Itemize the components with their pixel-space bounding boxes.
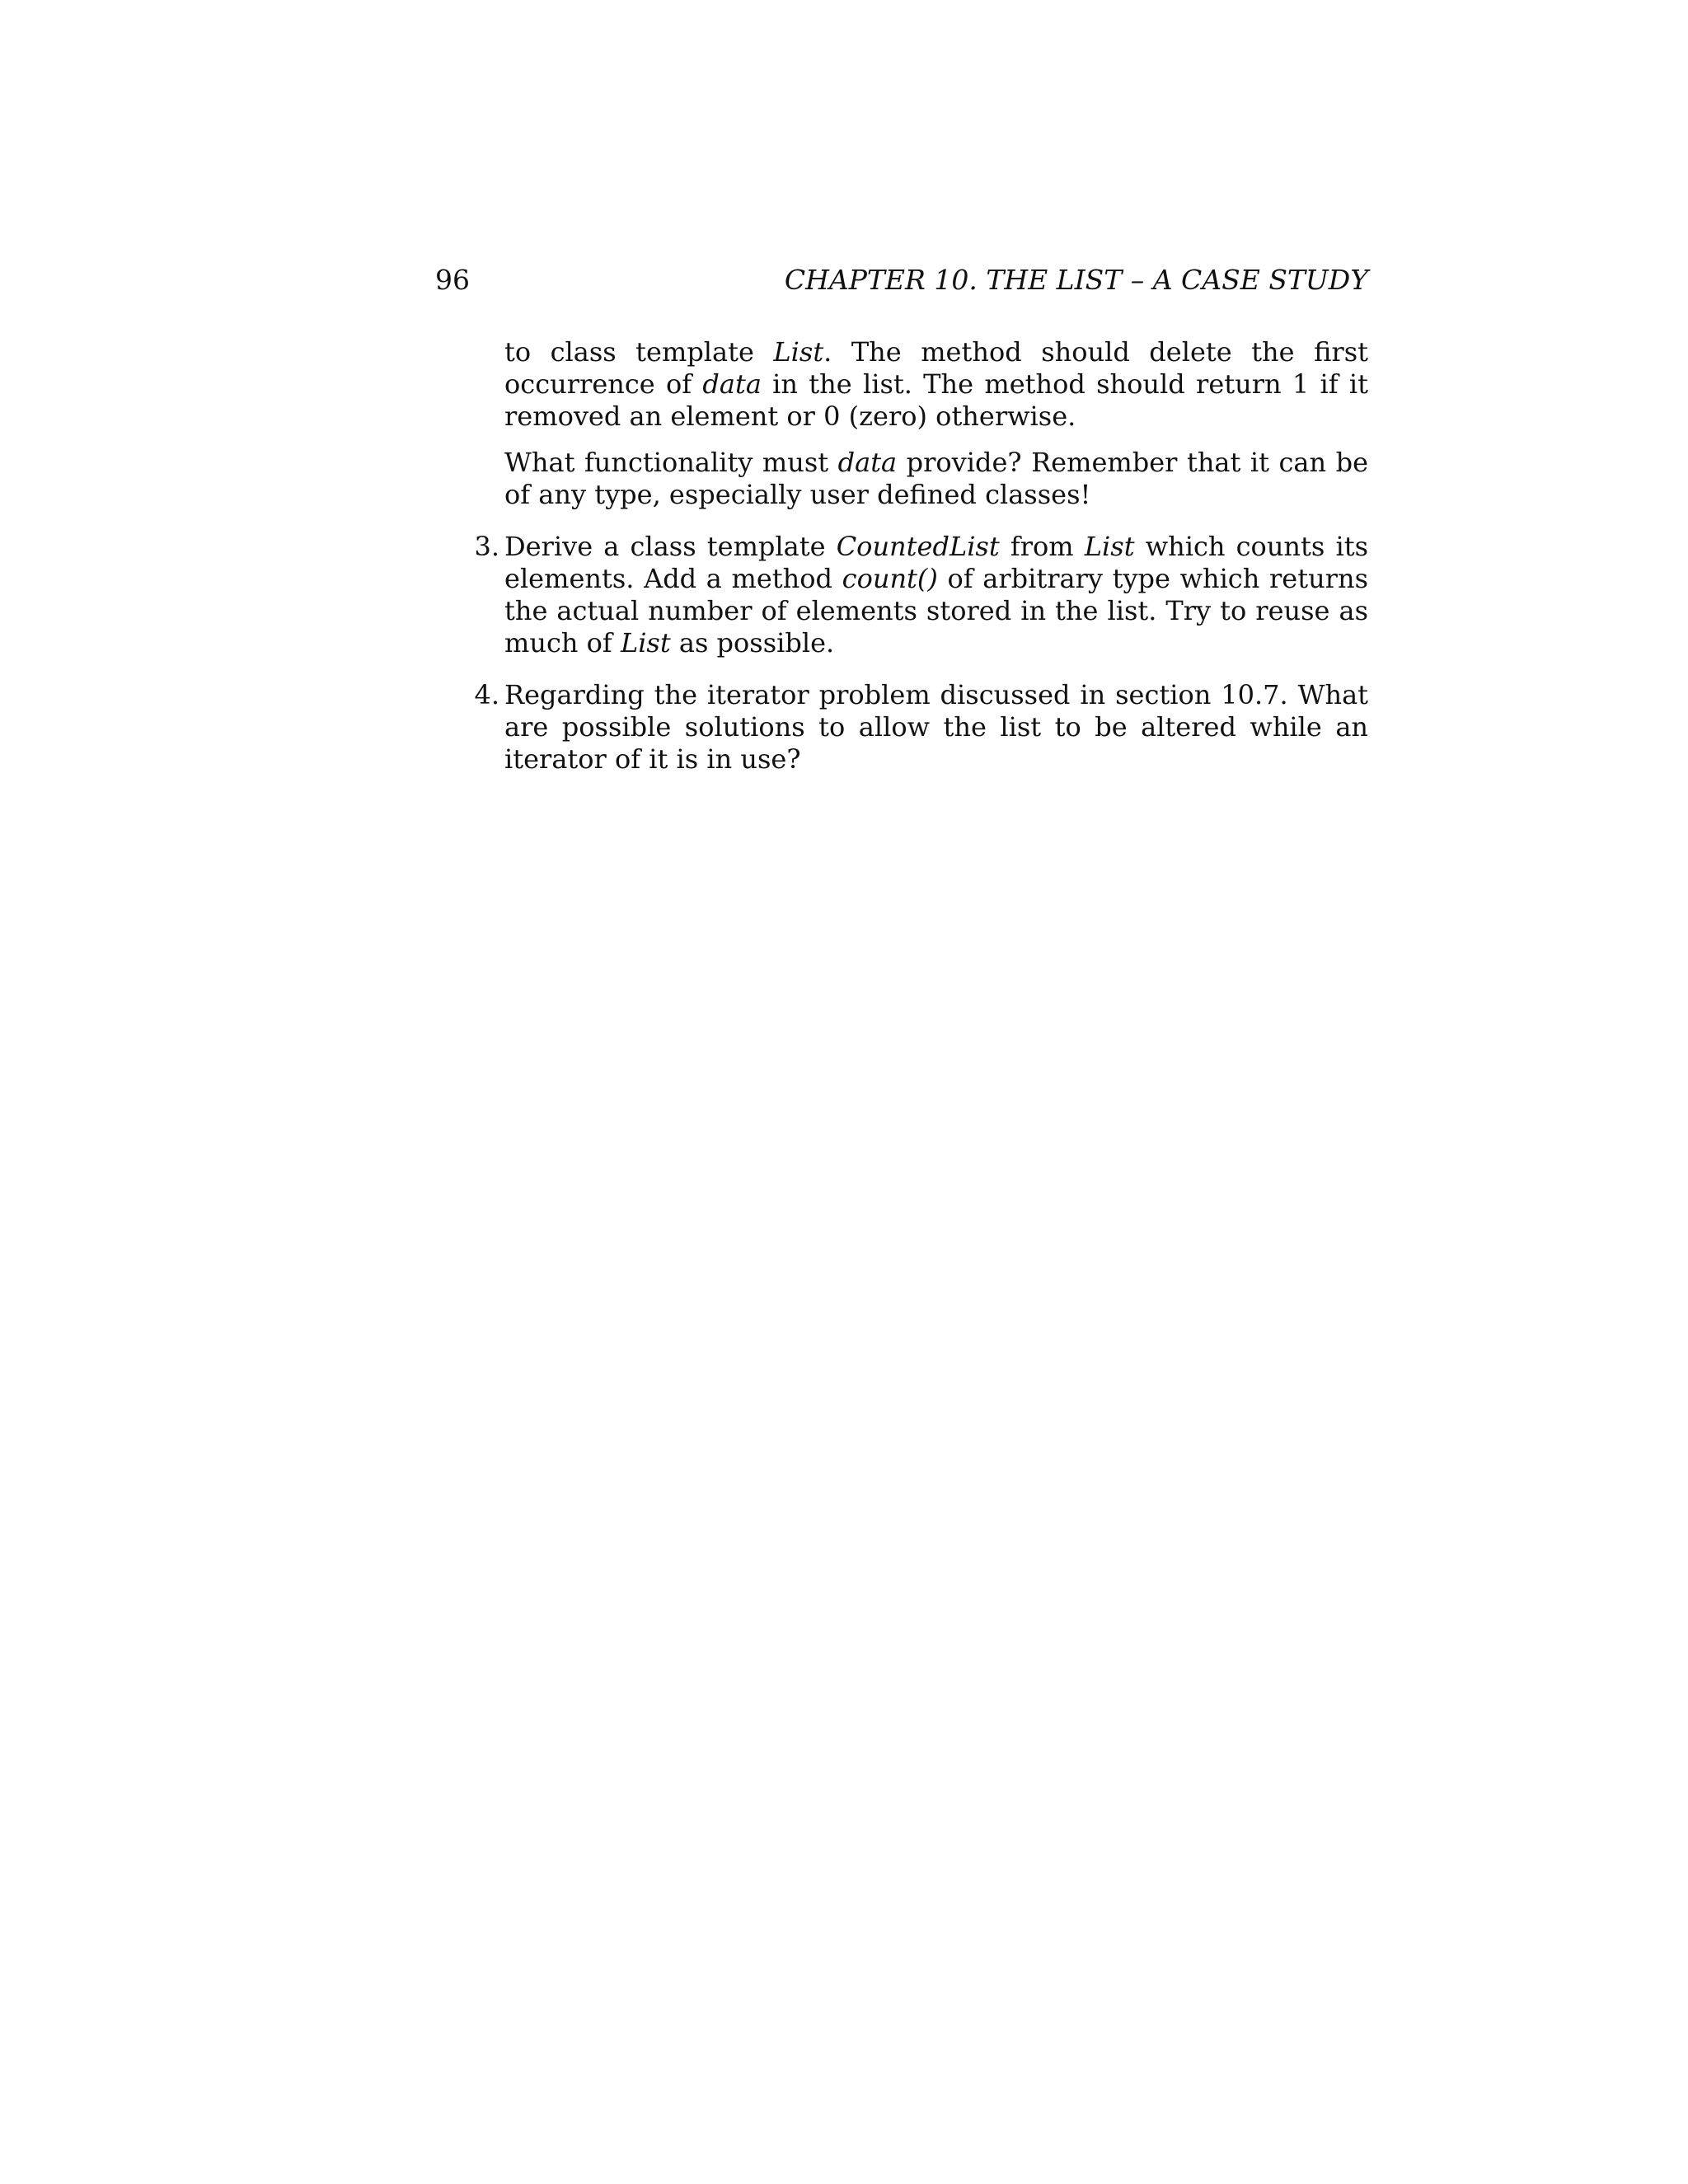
continued-paragraph-2 — [504, 447, 1368, 511]
text-run: Derive a class template — [504, 531, 837, 562]
text-run: which counts its elements. Add a method — [504, 531, 1369, 594]
text-run: Regarding the iterator problem discussed in section 10.7. What are possible solutions to allow the list to be altered while an iterator of it is in use? — [504, 679, 1368, 775]
item-number: 3. — [474, 531, 499, 562]
page-number: 96 — [435, 264, 470, 296]
continued-paragraph-1 — [504, 336, 1368, 433]
text-run: provide? Remember that it can be of any type, especially user defined classes! — [504, 447, 1368, 510]
chapter-title: CHAPTER 10. THE LIST – A CASE STUDY — [784, 264, 1368, 296]
item-text — [504, 679, 1368, 776]
text-run: from — [999, 531, 1085, 562]
exercise-item-4 — [474, 679, 1368, 776]
item-number: 4. — [474, 679, 499, 710]
emphasis-text: data — [837, 447, 898, 478]
emphasis-text: data — [702, 368, 762, 400]
text-run: to class template — [504, 336, 774, 368]
emphasis-text: count() — [842, 563, 938, 594]
emphasis-text: CountedList — [836, 531, 1000, 562]
text-run: What functionality must — [504, 447, 838, 478]
text-run: in the list. The method should return 1 if it removed an element or 0 (zero) otherwise. — [504, 368, 1369, 432]
running-head — [435, 260, 1368, 301]
emphasis-text: List — [773, 336, 824, 368]
page-body — [474, 336, 1369, 776]
exercise-item-3 — [474, 531, 1369, 659]
text-run: of arbitrary type which returns the actual number of elements stored in the list. Try to reuse as much of — [504, 563, 1369, 658]
emphasis-text: List — [1084, 531, 1135, 562]
text-run: as possible. — [670, 627, 835, 658]
text-run: . The method should delete the first occurrence of — [504, 336, 1369, 400]
emphasis-text: List — [620, 627, 671, 658]
item-text — [504, 531, 1368, 659]
